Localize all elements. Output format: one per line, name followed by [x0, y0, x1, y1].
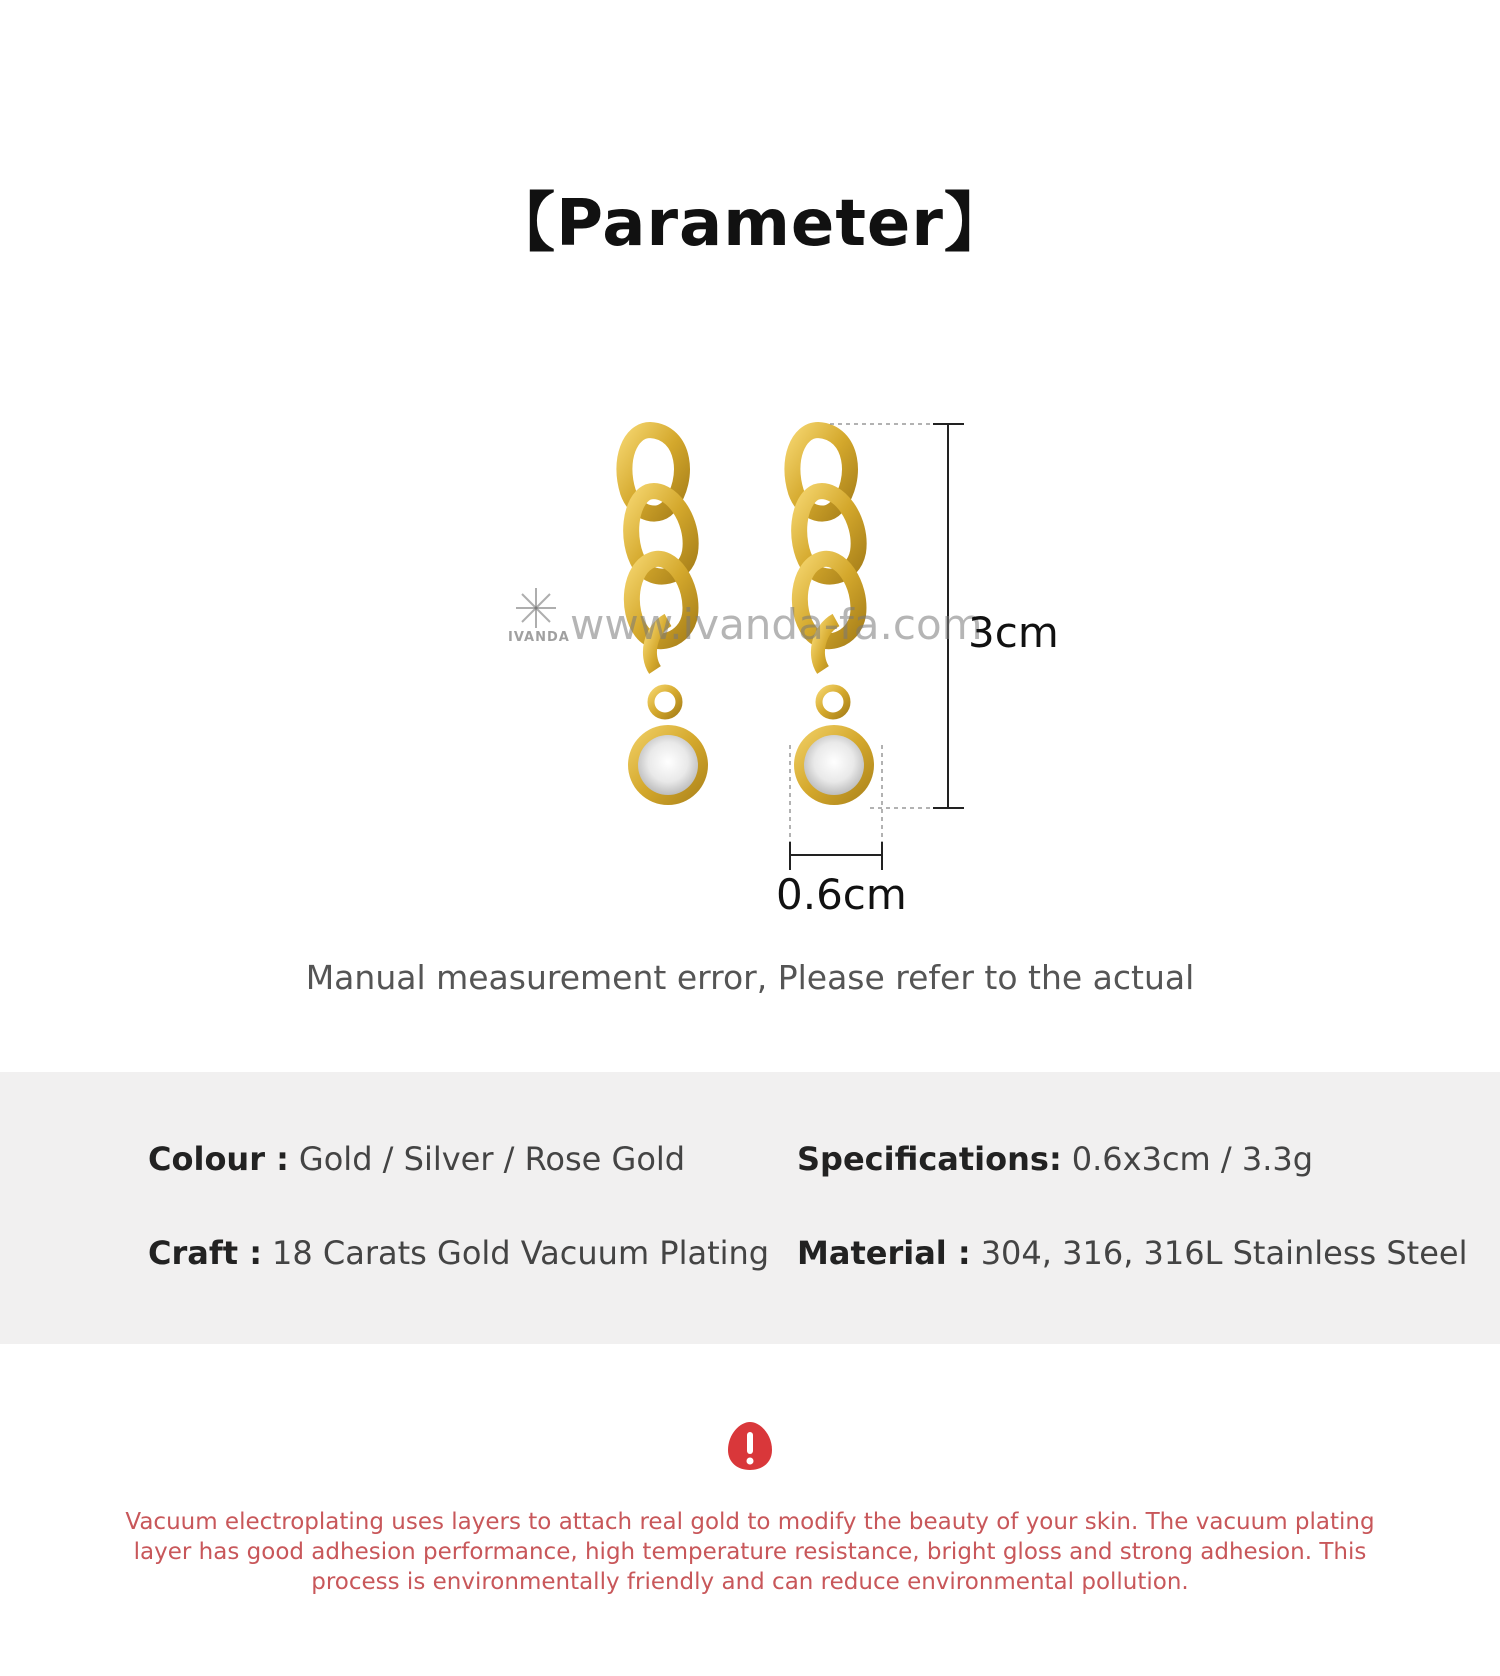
watermark-url: www.ivanda-fa.com [570, 600, 983, 649]
watermark-star-icon [516, 588, 556, 628]
spec-colour-value: Gold / Silver / Rose Gold [298, 1140, 686, 1178]
spec-specifications-label: Specifications: [797, 1140, 1062, 1178]
spec-specifications-value: 0.6x3cm / 3.3g [1071, 1140, 1314, 1178]
spec-panel [0, 1072, 1500, 1344]
spec-craft [148, 1234, 769, 1272]
height-label: 3cm [968, 608, 1059, 657]
alert-exclamation-icon [726, 1420, 774, 1472]
page-title: 【Parameter】 [491, 187, 1009, 261]
spec-colour-label: Colour : [148, 1140, 289, 1178]
spec-craft-label: Craft : [148, 1234, 263, 1272]
watermark-brand: IVANDA [508, 630, 570, 645]
spec-craft-value: 18 Carats Gold Vacuum Plating [272, 1234, 770, 1272]
plating-description: Vacuum electroplating uses layers to attach real gold to modify the beauty of your skin. The vacuum plating layer has good adhesion performance, high temperature resistance, bright gloss and strong adhesion. This process is environmentally friendly and can reduce environmental pollution. [125, 1509, 1375, 1595]
spec-colour [148, 1140, 685, 1178]
measurement-note: Manual measurement error, Please refer to the actual [305, 958, 1195, 997]
width-label: 0.6cm [776, 870, 907, 919]
spec-specifications [797, 1140, 1313, 1178]
spec-material-label: Material : [797, 1234, 971, 1272]
spec-material [797, 1234, 1467, 1272]
spec-material-value: 304, 316, 316L Stainless Steel [980, 1234, 1468, 1272]
